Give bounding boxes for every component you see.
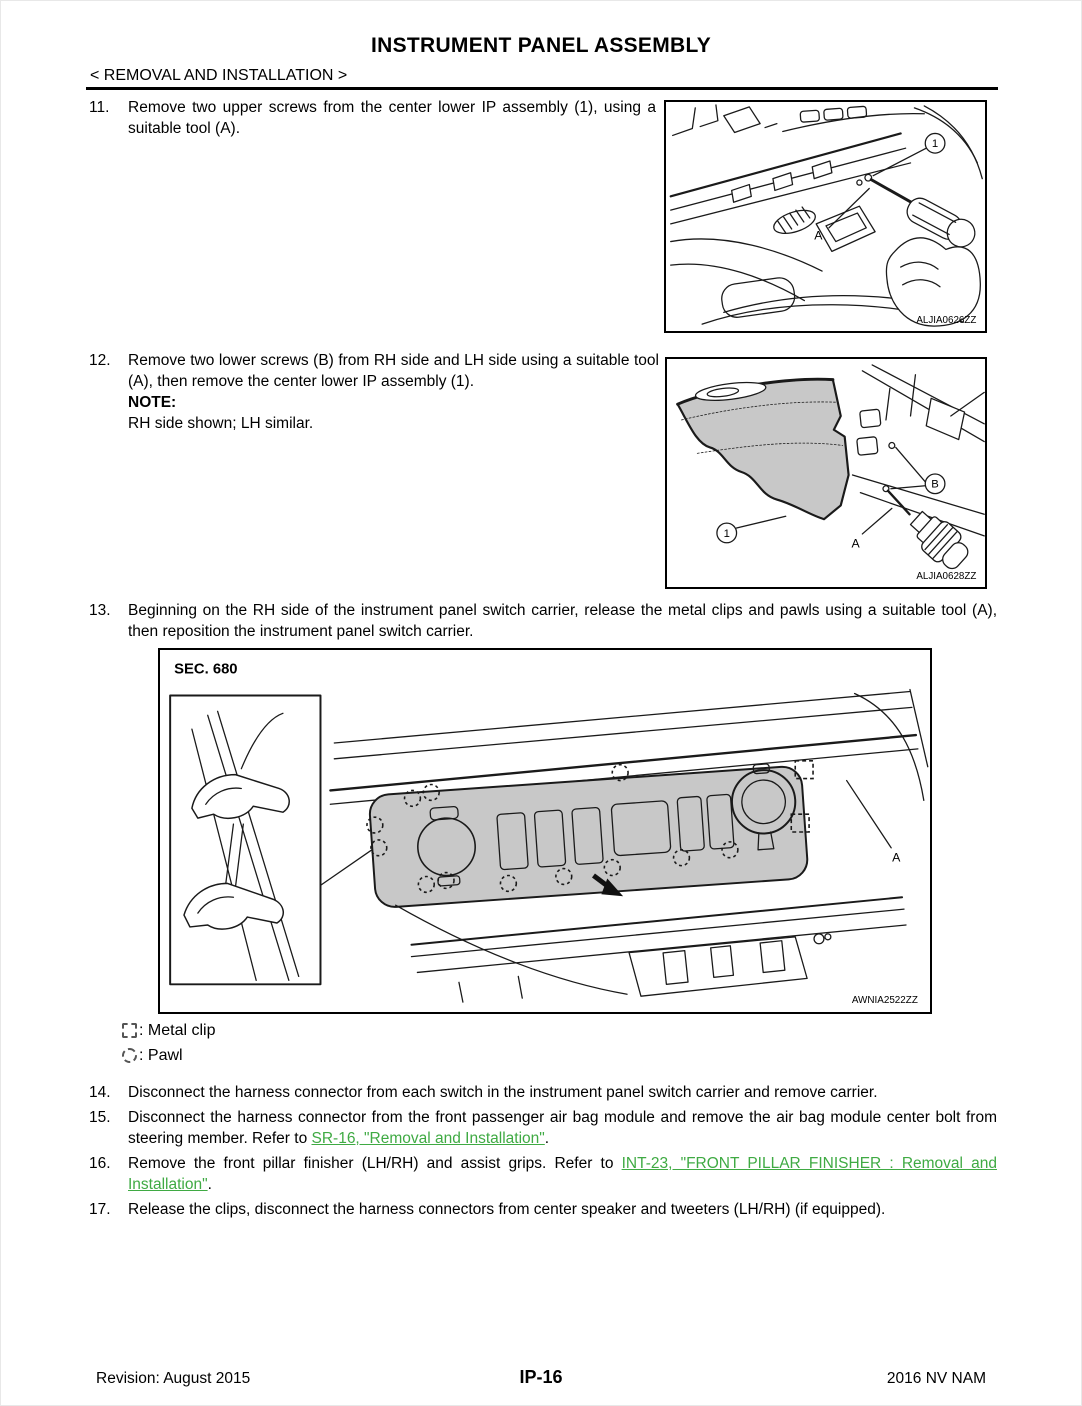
pawl-symbol [122,1048,137,1063]
page-title: INSTRUMENT PANEL ASSEMBLY [370,34,712,57]
model-label: 2016 NV NAM [886,1370,986,1387]
center-lower-ip-panel [678,379,849,519]
figure-code: AWNIA2522ZZ [851,995,918,1007]
tool-a-label: A [814,228,823,243]
step-number: 13. [89,602,111,619]
metal-clip-symbol [122,1023,137,1038]
sec-label: SEC. 680 [174,661,238,678]
step-13 [89,600,997,646]
switch-carrier-illustration [160,650,930,1012]
step-text: Remove two lower screws (B) from RH side and LH side using a suitable tool (A), then remove the center lower IP assembly (1). [128,352,659,390]
header-rule [86,87,998,90]
legend-metal-clip [122,1018,215,1043]
steps-14-17 [89,1082,997,1224]
release-tool-icon [184,775,289,929]
callout-b-label: B [931,478,939,491]
figure-code: ALJIA0628ZZ [916,571,977,583]
figure-switch-carrier [158,648,932,1014]
step-number: 11. [89,99,110,116]
link-sr-16[interactable]: SR-16, "Removal and Installation" [311,1130,545,1147]
step-text: Release the clips, disconnect the harness connectors from center speaker and tweeters (LH/RH) (if equipped). [128,1201,886,1218]
link-int-23[interactable]: INT-23, "FRONT PILLAR FINISHER : Removal and Installation" [128,1155,997,1193]
legend-pawl [122,1043,215,1068]
tool-a-label: A [892,850,901,865]
symbol-legend [122,1018,215,1068]
step-text-before: Disconnect the harness connector from the front passenger air bag module and remove the air bag module center bolt from steering member. Refer to [128,1109,997,1147]
step-text: Disconnect the harness connector from each switch in the instrument panel switch carrier and remove carrier. [128,1084,878,1101]
section-header: < REMOVAL AND INSTALLATION > [90,67,348,84]
step-number: 15. [89,1109,111,1126]
step-11 [89,97,656,143]
step-text-after: . [544,1130,550,1147]
step-text [128,1107,997,1149]
step-14 [89,1082,997,1103]
step-text: Remove two upper screws from the center lower IP assembly (1), using a suitable tool (A). [128,99,656,137]
figure-upper-screws [664,100,987,333]
step-15 [89,1107,997,1149]
step-number: 17. [89,1201,111,1218]
step-text: Beginning on the RH side of the instrument panel switch carrier, release the metal clips and pawls using a suitable tool (A), then reposition the instrument panel switch carrier. [128,602,997,640]
step-17 [89,1199,997,1220]
screw-icon [857,180,862,185]
note-label: NOTE: [128,394,177,411]
figure-lower-screws [665,357,987,589]
revision-label: Revision: August 2015 [96,1370,251,1387]
upper-screws-illustration [666,102,985,331]
spring-coil [770,204,818,238]
hand-icon [886,238,980,326]
callout-1-label: 1 [931,138,939,151]
callout-1-label: 1 [723,527,730,540]
tool-a-label: A [851,536,860,551]
figure-code: ALJIA0626ZZ [916,315,977,327]
lower-screws-illustration [667,359,985,587]
step-text-after: . [207,1176,212,1193]
power-driver-icon [888,491,975,575]
step-text [128,1153,997,1195]
step-12 [89,350,659,438]
step-number: 16. [89,1155,111,1172]
step-number: 12. [89,352,111,369]
step-number: 14. [89,1084,111,1101]
legend-label: : Pawl [139,1046,183,1064]
step-text-before: Remove the front pillar finisher (LH/RH) and assist grips. Refer to [128,1155,622,1172]
note-text: RH side shown; LH similar. [128,415,314,432]
screw-icon [889,443,895,449]
legend-label: : Metal clip [139,1021,216,1039]
step-16 [89,1153,997,1195]
page-footer [1,1367,1081,1393]
page-number: IP-16 [519,1367,563,1387]
